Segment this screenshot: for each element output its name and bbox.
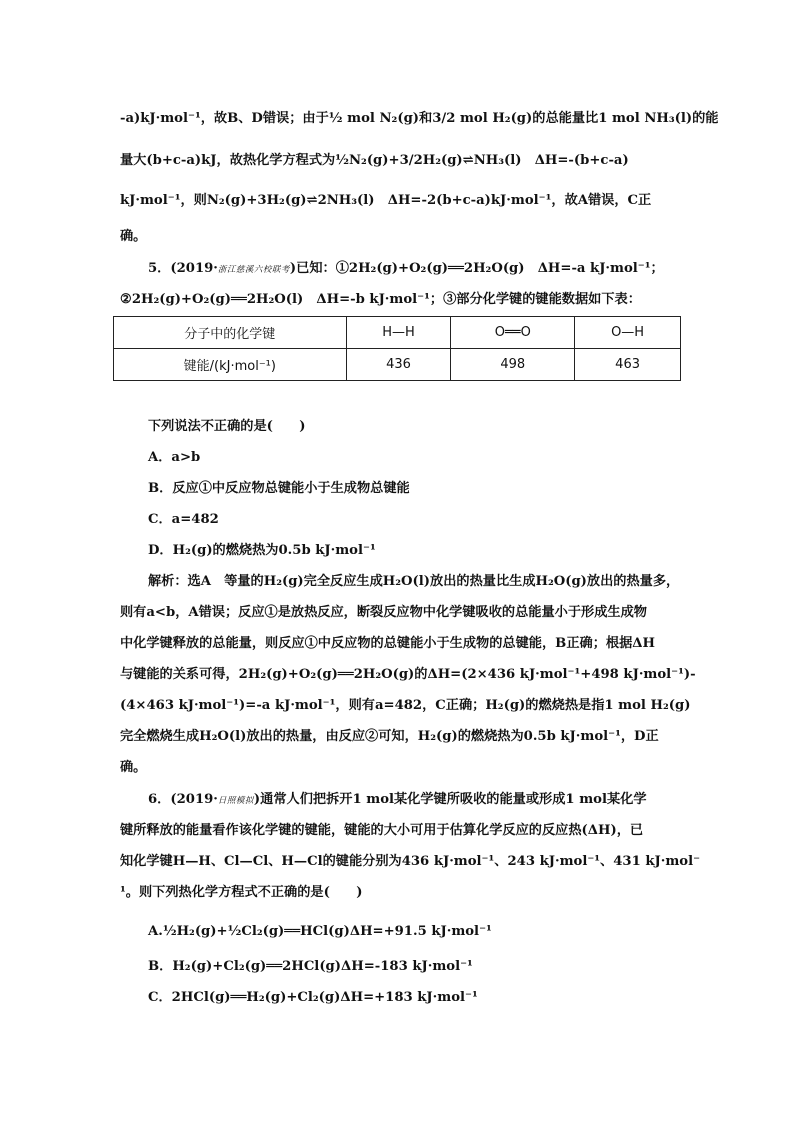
question-prompt: 下列说法不正确的是( ) — [148, 419, 306, 434]
question-6-stem-line: 知化学键H—H、Cl—Cl、H—Cl的键能分别为436 kJ·mol⁻¹、243 kJ·mol⁻¹、431 kJ·mol⁻ — [120, 854, 701, 869]
source-tag: 日照模拟 — [217, 796, 254, 806]
question-5-stem: 5．(2019·浙江慈溪六校联考)已知：①2H₂(g)+O₂(g)══2H₂O(g) ΔH=-a kJ·mol⁻¹； — [148, 261, 664, 276]
question-6-stem-line: ¹。则下列热化学方程式不正确的是( ) — [120, 885, 363, 900]
analysis-line: 中化学键释放的总能量，则反应①中反应物的总键能小于生成物的总键能，B正确；根据ΔH — [120, 636, 655, 651]
analysis-line: 确。 — [120, 760, 147, 775]
paragraph-line: kJ·mol⁻¹，则N₂(g)+3H₂(g)⇌2NH₃(l) ΔH=-2(b+c-a)kJ·mol⁻¹，故A错误，C正 — [120, 193, 652, 208]
table-cell: 分子中的化学键 — [114, 317, 347, 349]
question-6-stem: 6．(2019·日照模拟)通常人们把拆开1 mol某化学键所吸收的能量或形成1 mol某化学 — [148, 792, 647, 807]
table-cell: H—H — [346, 317, 451, 349]
table-row — [114, 349, 681, 381]
option-b: B．H₂(g)+Cl₂(g)══2HCl(g)ΔH=-183 kJ·mol⁻¹ — [148, 959, 473, 974]
paragraph-line: -a)kJ·mol⁻¹，故B、D错误；由于½ mol N₂(g)和3/2 mol H₂(g)的总能量比1 mol NH₃(l)的能 — [120, 111, 719, 126]
option-d: D．H₂(g)的燃烧热为0.5b kJ·mol⁻¹ — [148, 543, 376, 558]
table-cell: 463 — [575, 349, 681, 381]
question-5-stem-line: ②2H₂(g)+O₂(g)══2H₂O(l) ΔH=-b kJ·mol⁻¹；③部分化学键的键能数据如下表： — [120, 292, 641, 307]
option-c: C．2HCl(g)══H₂(g)+Cl₂(g)ΔH=+183 kJ·mol⁻¹ — [148, 990, 478, 1005]
option-b: B．反应①中反应物总键能小于生成物总键能 — [148, 481, 410, 496]
analysis-line: 则有a<b，A错误；反应①是放热反应，断裂反应物中化学键吸收的总能量小于形成生成物 — [120, 605, 647, 620]
question-6-stem-line: 键所释放的能量看作该化学键的键能，键能的大小可用于估算化学反应的反应热(ΔH)，已 — [120, 823, 644, 838]
table-cell: 498 — [451, 349, 575, 381]
table-cell: 436 — [346, 349, 451, 381]
analysis-line: (4×463 kJ·mol⁻¹)=-a kJ·mol⁻¹，则有a=482，C正确；H₂(g)的燃烧热是指1 mol H₂(g) — [120, 698, 691, 713]
analysis-line: 解析：选A 等量的H₂(g)完全反应生成H₂O(l)放出的热量比生成H₂O(g)放出的热量多， — [148, 574, 680, 589]
table-header-row — [114, 317, 681, 349]
paragraph-line: 量大(b+c-a)kJ，故热化学方程式为½N₂(g)+3/2H₂(g)⇌NH₃(l) ΔH=-(b+c-a) — [120, 153, 629, 168]
analysis-line: 完全燃烧生成H₂O(l)放出的热量，由反应②可知，H₂(g)的燃烧热为0.5b kJ·mol⁻¹，D正 — [120, 729, 659, 744]
bond-energy-table — [113, 316, 681, 381]
table-cell: O—H — [575, 317, 681, 349]
paragraph-line: 确。 — [120, 229, 147, 244]
source-tag: 浙江慈溪六校联考 — [217, 265, 290, 275]
analysis-line: 与键能的关系可得，2H₂(g)+O₂(g)══2H₂O(g)的ΔH=(2×436 kJ·mol⁻¹+498 kJ·mol⁻¹)- — [120, 667, 696, 682]
table-cell: 键能/(kJ·mol⁻¹) — [114, 349, 347, 381]
option-c: C．a=482 — [148, 512, 219, 527]
option-a: A.½H₂(g)+½Cl₂(g)══HCl(g)ΔH=+91.5 kJ·mol⁻¹ — [148, 924, 492, 939]
option-a: A．a>b — [148, 450, 201, 465]
table-cell: O══O — [451, 317, 575, 349]
